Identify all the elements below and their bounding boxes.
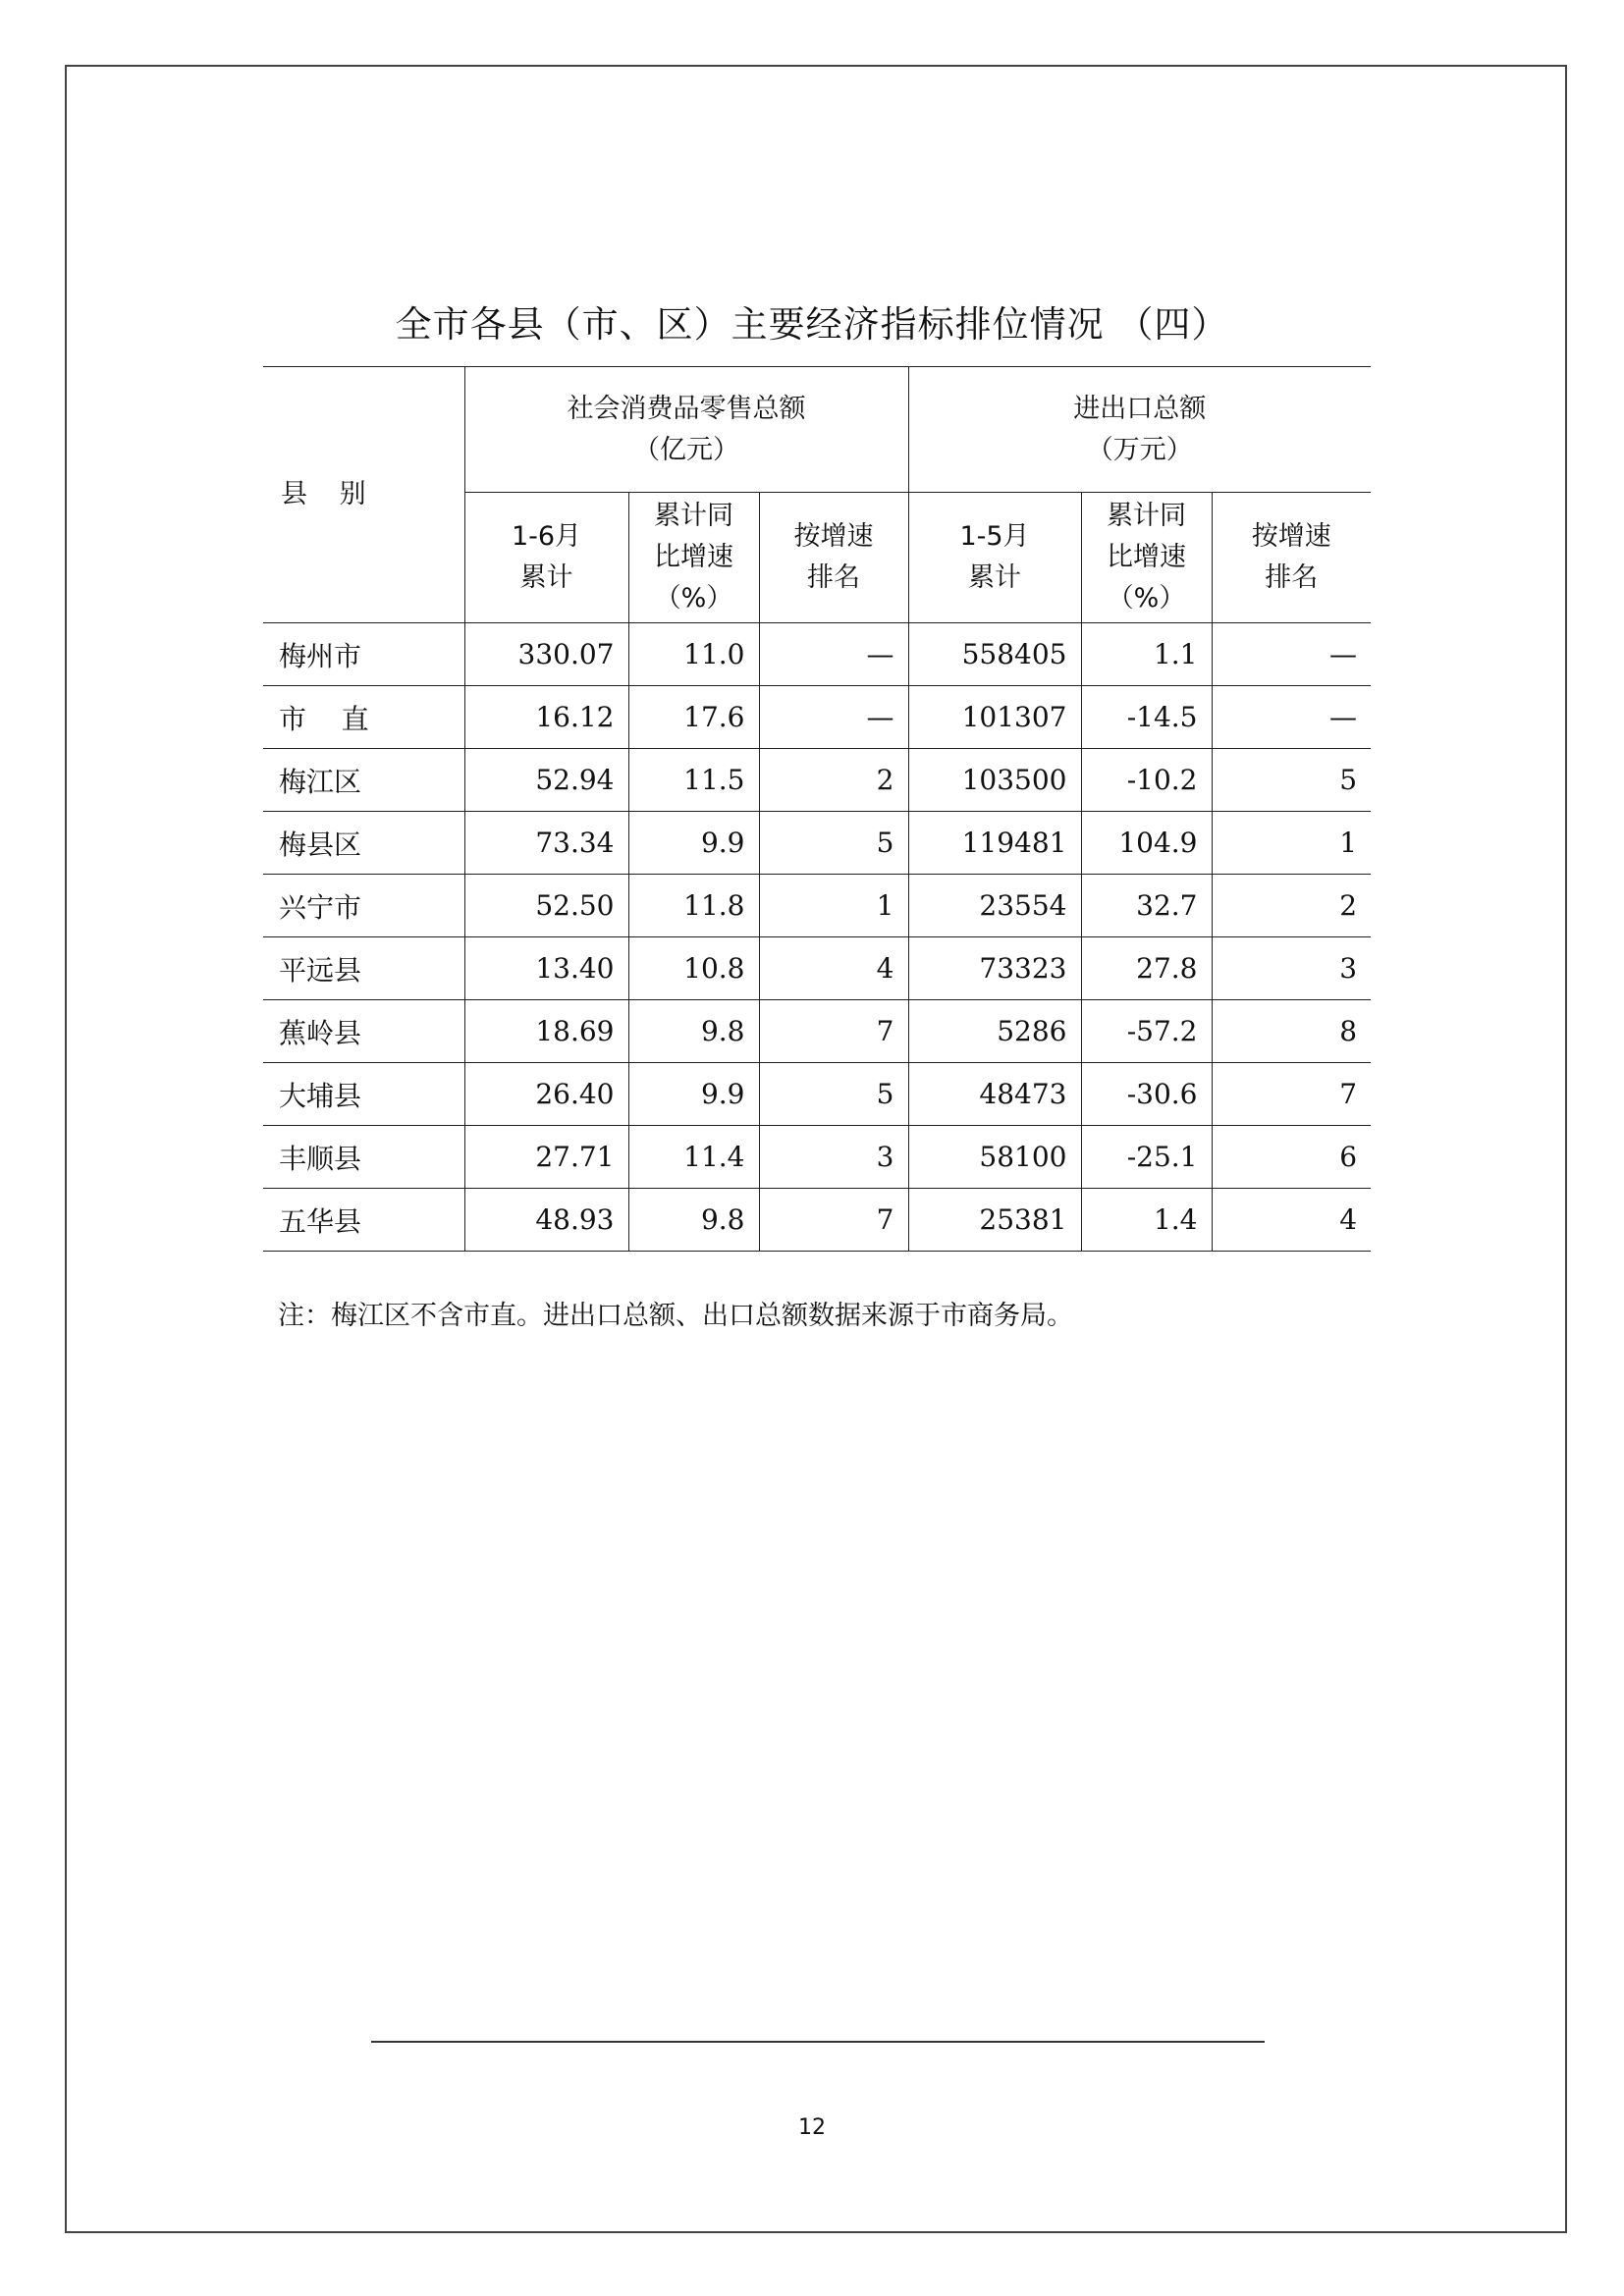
value-cell: 27.8 [1081, 937, 1212, 1000]
region-column-header: 县 别 [263, 367, 464, 623]
value-cell: 48.93 [464, 1189, 628, 1252]
value-cell: -30.6 [1081, 1063, 1212, 1126]
indicator-table [263, 366, 1371, 1252]
table-row [263, 875, 1371, 937]
region-name-cell: 兴宁市 [263, 875, 464, 937]
table-row [263, 686, 1371, 749]
value-cell: 5 [1212, 749, 1371, 812]
retail-rank-header: 按增速 排名 [759, 493, 908, 623]
value-cell: 32.7 [1081, 875, 1212, 937]
value-cell: — [1212, 686, 1371, 749]
value-cell: 101307 [908, 686, 1081, 749]
value-cell: 2 [1212, 875, 1371, 937]
value-cell: 11.8 [628, 875, 759, 937]
value-cell: 1.1 [1081, 623, 1212, 686]
footer-divider [371, 2041, 1265, 2043]
value-cell: 7 [1212, 1063, 1371, 1126]
table-row [263, 749, 1371, 812]
retail-group-name: 社会消费品零售总额 [567, 393, 806, 424]
value-cell: 9.8 [628, 1189, 759, 1252]
value-cell: 103500 [908, 749, 1081, 812]
trade-total-header: 1-5月 累计 [908, 493, 1081, 623]
value-cell: 11.5 [628, 749, 759, 812]
value-cell: 73323 [908, 937, 1081, 1000]
value-cell: 4 [759, 937, 908, 1000]
value-cell: 7 [759, 1000, 908, 1063]
region-name-cell: 五华县 [263, 1189, 464, 1252]
region-name-cell: 梅州市 [263, 623, 464, 686]
value-cell: 52.50 [464, 875, 628, 937]
value-cell: 10.8 [628, 937, 759, 1000]
table-row [263, 812, 1371, 875]
retail-group-header [464, 367, 908, 493]
region-name-cell: 梅县区 [263, 812, 464, 875]
value-cell: 25381 [908, 1189, 1081, 1252]
region-name-cell: 梅江区 [263, 749, 464, 812]
value-cell: 52.94 [464, 749, 628, 812]
value-cell: 23554 [908, 875, 1081, 937]
value-cell: 27.71 [464, 1126, 628, 1189]
table-row [263, 1063, 1371, 1126]
value-cell: 2 [759, 749, 908, 812]
value-cell: 3 [1212, 937, 1371, 1000]
table-body [263, 623, 1371, 1252]
value-cell: 1 [759, 875, 908, 937]
table-row [263, 623, 1371, 686]
value-cell: 5 [759, 1063, 908, 1126]
value-cell: 558405 [908, 623, 1081, 686]
table-row [263, 1189, 1371, 1252]
region-name-cell: 丰顺县 [263, 1126, 464, 1189]
value-cell: -10.2 [1081, 749, 1212, 812]
retail-total-header: 1-6月 累计 [464, 493, 628, 623]
region-name-cell: 市 直 [263, 686, 464, 749]
table-footnote: 注：梅江区不含市直。进出口总额、出口总额数据来源于市商务局。 [278, 1301, 1073, 1331]
value-cell: 119481 [908, 812, 1081, 875]
trade-group-unit: （万元） [1086, 434, 1193, 465]
table-row [263, 937, 1371, 1000]
value-cell: 5 [759, 812, 908, 875]
region-name-cell: 大埔县 [263, 1063, 464, 1126]
page-title: 全市各县（市、区）主要经济指标排位情况 （四） [395, 303, 1229, 346]
retail-group-unit: （亿元） [633, 434, 739, 465]
value-cell: — [1212, 623, 1371, 686]
value-cell: 9.8 [628, 1000, 759, 1063]
value-cell: 3 [759, 1126, 908, 1189]
value-cell: -25.1 [1081, 1126, 1212, 1189]
value-cell: 17.6 [628, 686, 759, 749]
value-cell: 11.0 [628, 623, 759, 686]
value-cell: 9.9 [628, 812, 759, 875]
value-cell: — [759, 686, 908, 749]
value-cell: 330.07 [464, 623, 628, 686]
value-cell: 9.9 [628, 1063, 759, 1126]
page-number: 12 [798, 2115, 826, 2140]
trade-growth-header: 累计同 比增速 （%） [1081, 493, 1212, 623]
trade-group-header [908, 367, 1371, 493]
trade-group-name: 进出口总额 [1073, 393, 1207, 424]
value-cell: -57.2 [1081, 1000, 1212, 1063]
value-cell: 16.12 [464, 686, 628, 749]
value-cell: 8 [1212, 1000, 1371, 1063]
value-cell: 7 [759, 1189, 908, 1252]
region-name-cell: 蕉岭县 [263, 1000, 464, 1063]
value-cell: 26.40 [464, 1063, 628, 1126]
value-cell: 48473 [908, 1063, 1081, 1126]
retail-growth-header: 累计同 比增速 （%） [628, 493, 759, 623]
value-cell: 4 [1212, 1189, 1371, 1252]
value-cell: 13.40 [464, 937, 628, 1000]
value-cell: 73.34 [464, 812, 628, 875]
value-cell: 6 [1212, 1126, 1371, 1189]
value-cell: 18.69 [464, 1000, 628, 1063]
value-cell: 1 [1212, 812, 1371, 875]
table-row [263, 1126, 1371, 1189]
value-cell: 5286 [908, 1000, 1081, 1063]
region-name-cell: 平远县 [263, 937, 464, 1000]
table-row [263, 1000, 1371, 1063]
value-cell: 1.4 [1081, 1189, 1212, 1252]
value-cell: — [759, 623, 908, 686]
trade-rank-header: 按增速 排名 [1212, 493, 1371, 623]
value-cell: 11.4 [628, 1126, 759, 1189]
value-cell: 104.9 [1081, 812, 1212, 875]
value-cell: -14.5 [1081, 686, 1212, 749]
value-cell: 58100 [908, 1126, 1081, 1189]
